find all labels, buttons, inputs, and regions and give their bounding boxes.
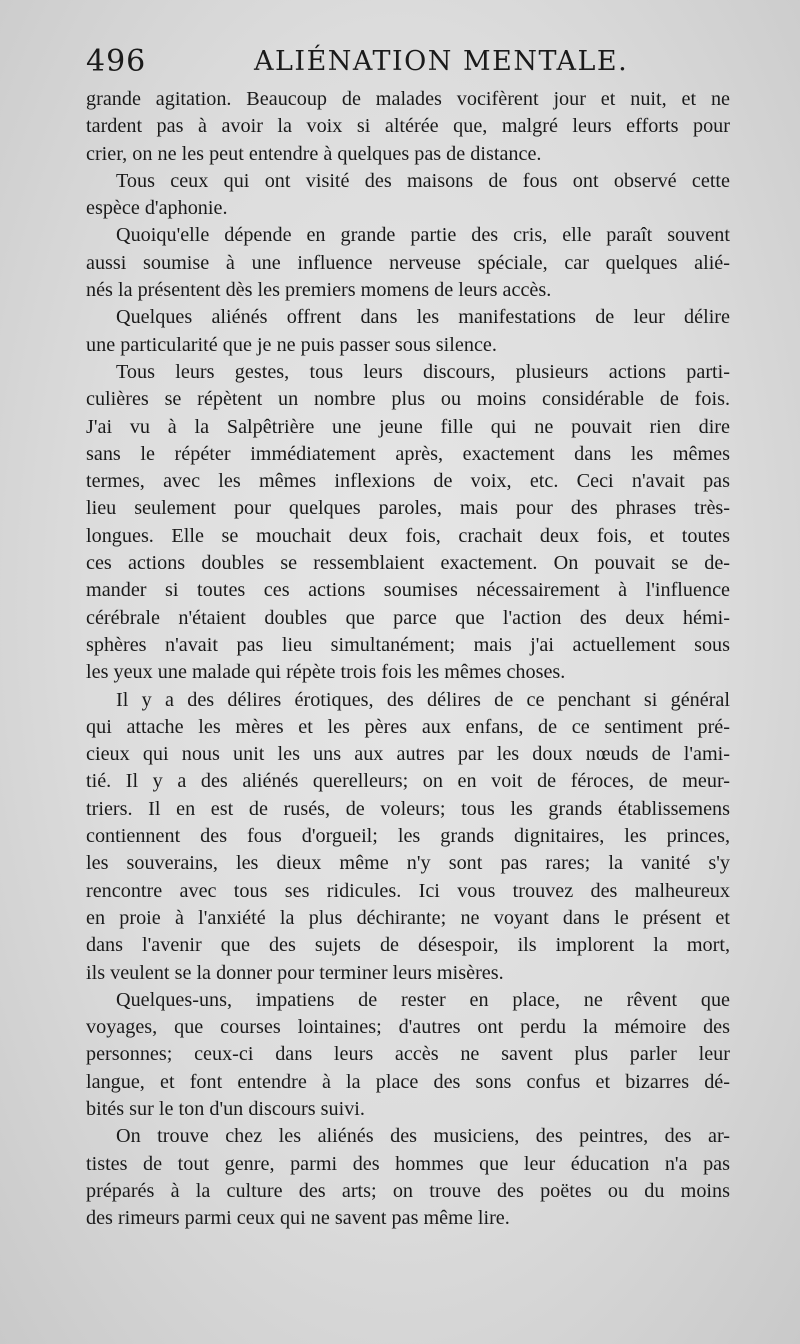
text-line: tardent pas à avoir la voix si altérée que, malgré leurs efforts pour [86,115,730,138]
text-line: mander si toutes ces actions soumises nécessairement à l'influence [86,579,730,602]
text-line: personnes; ceux-ci dans leurs accès ne savent plus parler leur [86,1043,730,1066]
text-line: Quoiqu'elle dépende en grande partie des cris, elle paraît souvent [116,224,730,247]
text-line: aussi soumise à une influence nerveuse spéciale, car quelques alié- [86,251,730,274]
text-line: ils veulent se la donner pour terminer leurs misères. [86,961,504,984]
text-line: grande agitation. Beaucoup de malades vocifèrent jour et nuit, et ne [86,88,730,110]
page-header [86,44,726,84]
text-line: Quelques-uns, impatiens de rester en place, ne rêvent que [116,988,730,1011]
text-line: Quelques aliénés offrent dans les manifestations de leur délire [116,306,730,329]
text-line: crier, on ne les peut entendre à quelques pas de distance. [86,142,542,165]
text-line: espèce d'aphonie. [86,197,228,220]
text-line: des rimeurs parmi ceux qui ne savent pas même lire. [86,1207,510,1230]
text-line: triers. Il en est de rusés, de voleurs; tous les grands établissemens [86,797,730,820]
text-line: rencontre avec tous ses ridicules. Ici vous trouvez des malheureux [86,879,730,902]
text-line: tistes de tout genre, parmi des hommes que leur éducation n'a pas [86,1152,730,1175]
text-line: les souverains, les dieux même n'y sont pas rares; la vanité s'y [86,852,730,875]
text-line: nés la présentent dès les premiers momens de leurs accès. [86,279,552,302]
text-line: qui attache les mères et les pères aux enfans, de ce sentiment pré- [86,715,730,738]
text-line: culières se répètent un nombre plus ou moins considérable de fois. [86,388,730,411]
text-line: dans l'avenir que des sujets de désespoir, ils implorent la mort, [86,934,730,957]
text-line: une particularité que je ne puis passer sous silence. [86,333,497,356]
text-line: préparés à la culture des arts; on trouve des poëtes ou du moins [86,1179,730,1202]
text-line: voyages, que courses lointaines; d'autres ont perdu la mémoire des [86,1016,730,1039]
text-line: sans le répéter immédiatement après, exactement dans les mêmes [86,442,730,465]
text-line: les yeux une malade qui répète trois fois les mêmes choses. [86,661,566,684]
text-line: Tous leurs gestes, tous leurs discours, plusieurs actions parti- [116,360,730,383]
running-title: ALIÉNATION MENTALE. [254,46,629,77]
text-line: Il y a des délires érotiques, des délires de ce penchant si général [116,688,730,711]
page-number: 496 [86,44,147,79]
text-line: langue, et font entendre à la place des sons confus et bizarres dé- [86,1070,730,1093]
text-line: sphères n'avait pas lieu simultanément; mais j'ai actuellement sous [86,633,730,656]
body-text [86,86,730,1232]
text-line: cérébrale n'étaient doubles que parce que l'action des deux hémi- [86,606,730,629]
text-line: lieu seulement pour quelques paroles, mais pour des phrases très- [86,497,730,520]
text-line: Tous ceux qui ont visité des maisons de fous ont observé cette [116,169,730,192]
text-line: On trouve chez les aliénés des musiciens, des peintres, des ar- [116,1125,730,1148]
text-line: ces actions doubles se ressemblaient exactement. On pouvait se de- [86,552,730,575]
text-line: termes, avec les mêmes inflexions de voix, etc. Ceci n'avait pas [86,470,730,493]
text-line: bités sur le ton d'un discours suivi. [86,1097,365,1120]
text-line: longues. Elle se mouchait deux fois, crachait deux fois, et toutes [86,524,730,547]
text-line: J'ai vu à la Salpêtrière une jeune fille qui ne pouvait rien dire [86,415,730,438]
text-line: cieux qui nous unit les uns aux autres par les doux nœuds de l'ami- [86,743,730,766]
text-line: contiennent des fous d'orgueil; les grands dignitaires, les princes, [86,825,730,848]
text-line: tié. Il y a des aliénés querelleurs; on en voit de féroces, de meur- [86,770,730,793]
text-line: en proie à l'anxiété la plus déchirante; ne voyant dans le présent et [86,906,730,929]
